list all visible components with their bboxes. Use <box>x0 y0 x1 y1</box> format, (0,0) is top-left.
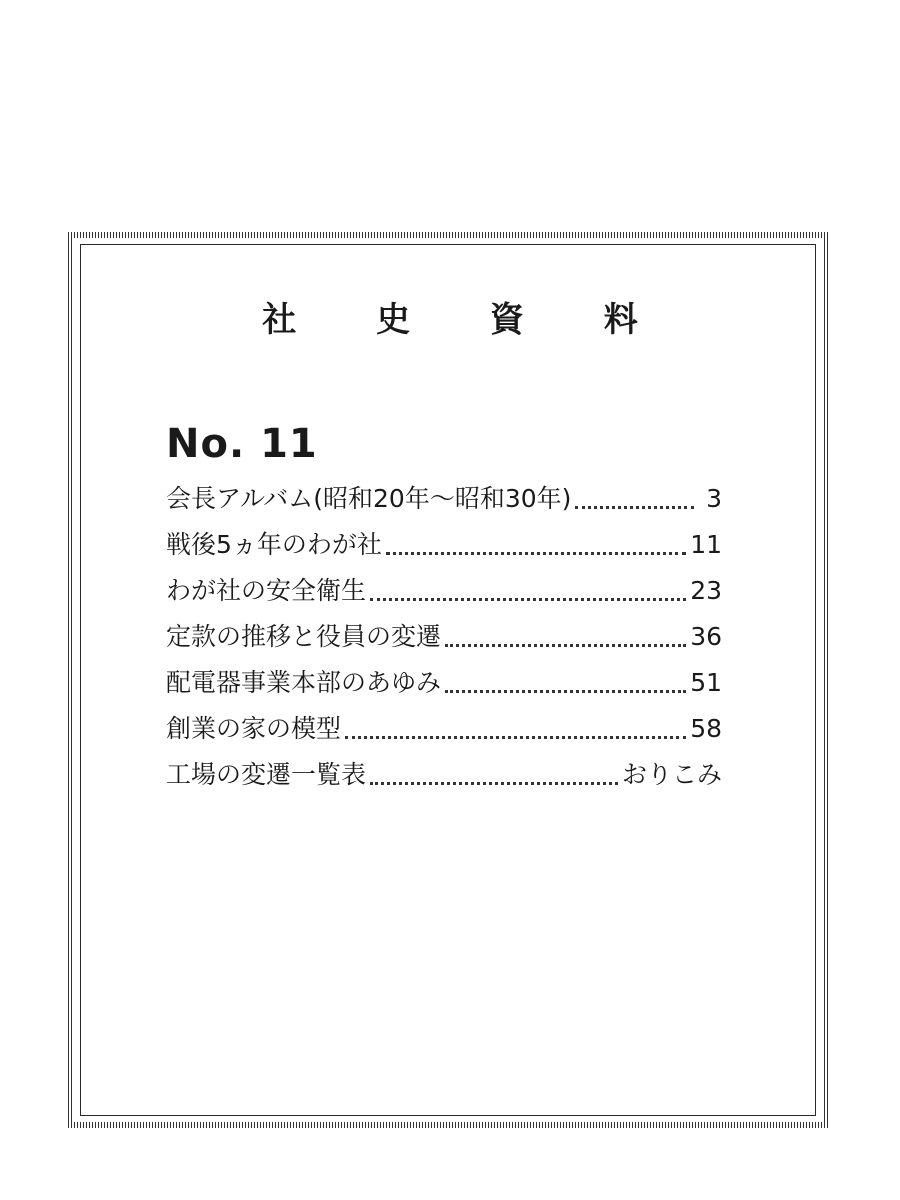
toc-entry <box>166 522 722 568</box>
toc-leader-dots <box>345 735 686 739</box>
toc-entry-page: 36 <box>690 622 722 651</box>
toc-leader-dots <box>445 689 686 693</box>
toc-entry-page: 3 <box>706 484 722 513</box>
toc-entry-page: 23 <box>690 576 722 605</box>
series-title: 社 史 資 料 <box>262 300 672 340</box>
toc-entry-title: 定款の推移と役員の変遷 <box>166 622 442 651</box>
toc-entry-title: 戦後5ヵ年のわが社 <box>166 530 382 559</box>
toc-entry <box>166 568 722 614</box>
toc-entry <box>166 614 722 660</box>
toc-entry <box>166 660 722 706</box>
toc-entry-title: 会長アルバム(昭和20年〜昭和30年) <box>166 484 572 513</box>
toc-entry-title: 工場の変遷一覧表 <box>166 760 367 789</box>
issue-number: No. 11 <box>166 421 318 467</box>
toc-leader-dots <box>445 643 686 647</box>
table-of-contents <box>166 476 722 798</box>
toc-leader-dots <box>370 597 686 601</box>
toc-entry <box>166 706 722 752</box>
toc-entry-page: 58 <box>690 714 722 743</box>
toc-entry <box>166 476 722 522</box>
toc-entry-title: 創業の家の模型 <box>166 714 342 743</box>
toc-entry-page: 11 <box>690 530 722 559</box>
toc-leader-dots <box>370 781 618 785</box>
toc-leader-dots <box>575 505 694 509</box>
toc-entry <box>166 752 722 798</box>
toc-entry-title: 配電器事業本部のあゆみ <box>166 668 442 697</box>
toc-entry-page: 51 <box>690 668 722 697</box>
toc-leader-dots <box>386 551 686 555</box>
toc-entry-title: わが社の安全衛生 <box>166 576 367 605</box>
toc-entry-page: おりこみ <box>621 760 722 789</box>
